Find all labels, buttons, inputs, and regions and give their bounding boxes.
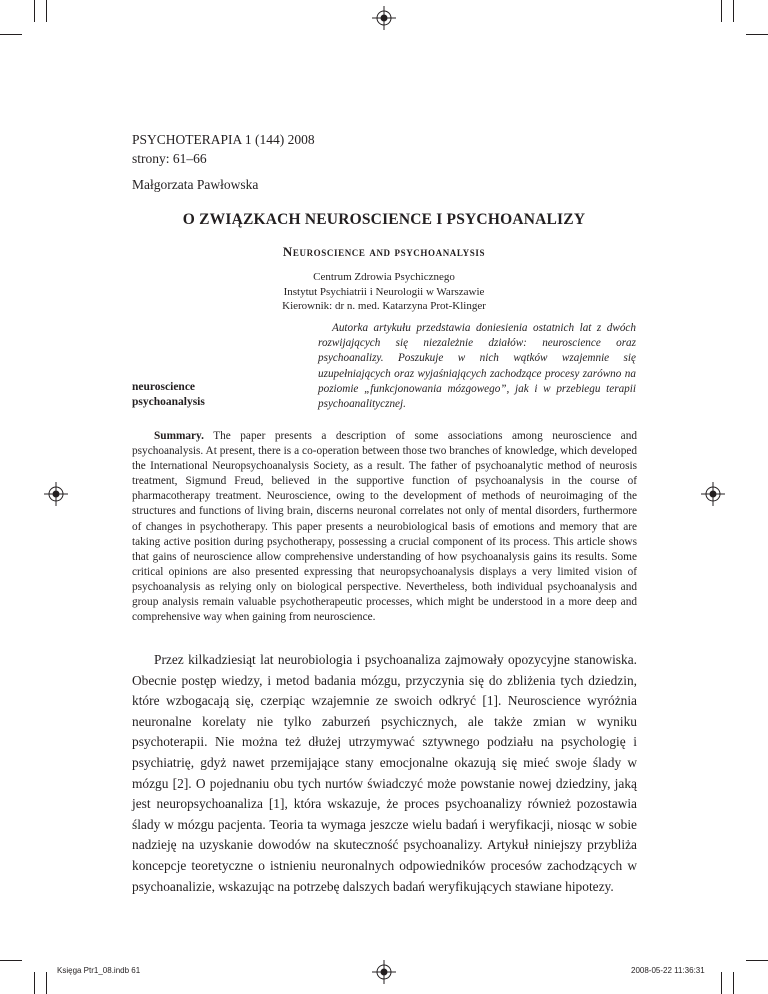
crop-mark [746,34,768,35]
affiliation [0,270,768,314]
body-paragraph: Przez kilkadziesiąt lat neurobiologia i psychoanaliza zajmowały opozycyjne stanowiska. Obecnie postęp wiedzy, i metod badania mózgu, przyczynia się do zbliżenia tych dziedzin, które wzbogacają się, czerpiąc wzajemnie ze swoich odkryć [1]. Neuroscience wyróżnia neuronalne korelaty nie tylko zaburzeń psychicznych, ale także zmian w wyniku psychoterapii. Nie można też dłużej utrzymywać sztywnego podziału na psychologię i psychiatrię, gdyż nawet przemijające stany emocjonalne okazują się mieć swoje ślady w mózgu [2]. O pojednaniu obu tych nurtów świadczyć może powstanie nowej dziedziny, jaką jest neuropsychoanaliza [1], która wskazuje, że proces psychoanalizy również pozostawia ślady w mózgu pacjenta. Teoria ta wymaga jeszcze wielu badań i weryfikacji, niosąc w sobie nadzieję na uzyskanie dowodów na skuteczność psychoanalizy. Artykuł niniejszy przybliża koncepcje teoretyczne o istnieniu neuronalnych odpowiedników procesów zachodzących w psychoanalizie, wskazując na potrzebę dalszych badań weryfikujących stawiane hipotezy. [132,652,637,894]
page-range: strony: 61–66 [132,151,207,166]
summary [132,429,637,625]
registration-mark-icon [372,960,396,984]
article-title: O ZWIĄZKACH NEUROSCIENCE I PSYCHOANALIZY [182,211,586,228]
crop-mark [0,960,22,961]
crop-mark [34,0,35,22]
summary-label: Summary. [154,430,204,442]
crop-mark [746,960,768,961]
crop-mark [721,0,722,22]
crop-mark [721,972,722,994]
crop-mark [46,972,47,994]
article-subtitle: Neuroscience and psychoanalysis [282,244,486,259]
footer-file: Księga Ptr1_08.indb 61 [57,966,141,975]
crop-mark [733,0,734,22]
journal-header [132,130,315,168]
registration-mark-icon [701,482,725,506]
registration-mark-icon [44,482,68,506]
affiliation-line: Centrum Zdrowia Psychicznego [313,271,455,283]
summary-text: The paper presents a description of some associations among neuroscience and psychoanalysis. At present, there is a co-operation between those two branches of knowledge, which developed the International Neuropsychoanalysis Society, as a result. The father of psychoanalytic method of neurosis treatment, Sigmund Freud, believed in the supportive function of psychoanalysis in the course of pharmacotherapy treatment. Neuroscience, owing to the development of methods of neuroimaging of the structures and functions of living brain, discerns neuronal correlates not only of mental disorders, furthermore of changes in psychotherapy. This paper presents a neurobiological basis of emotions and memory that are taking active position during psychotherapy, possessing a crucial component of its process. This article shows that gains of neuroscience allow comprehensive understanding of how psychoanalysis gains its results. Some critical opinions are also presented expressing that neuropsychoanalysis displays a very limited vision of psychoanalysis as relying only on biological perspective. Nevertheless, both individual psychoanalysis and group analysis remain valuable psychotherapeutic processes, which might be understood in a more deep and comprehensive way when gaining from neuroscience. [132,430,637,624]
keywords [132,380,205,409]
crop-mark [46,0,47,22]
crop-mark [733,972,734,994]
keyword: psychoanalysis [132,395,205,408]
keyword: neuroscience [132,381,196,393]
journal-name: PSYCHOTERAPIA 1 (144) 2008 [132,132,315,147]
footer-timestamp: 2008-05-22 11:36:31 [631,966,705,975]
abstract-polish: Autorka artykułu przedstawia doniesienia ostatnich lat z dwóch rozwijających się niezależnie działów: neuroscience oraz psychoanalizy. Poszukuje w nich wątków wzajemnie się uzupełniających oraz wyjaśniających zachodzące procesy zarówno na poziomie „funkcjonowania mózgowego”, jak i w przebiegu terapii psychoanalitycznej. [318,322,636,411]
affiliation-line: Instytut Psychiatrii i Neurologii w Warszawie [283,285,485,298]
author-name: Małgorzata Pawłowska [132,177,259,192]
crop-mark [34,972,35,994]
affiliation-line: Kierownik: dr n. med. Katarzyna Prot-Klinger [282,300,486,313]
registration-mark-icon [372,6,396,30]
crop-mark [0,34,22,35]
